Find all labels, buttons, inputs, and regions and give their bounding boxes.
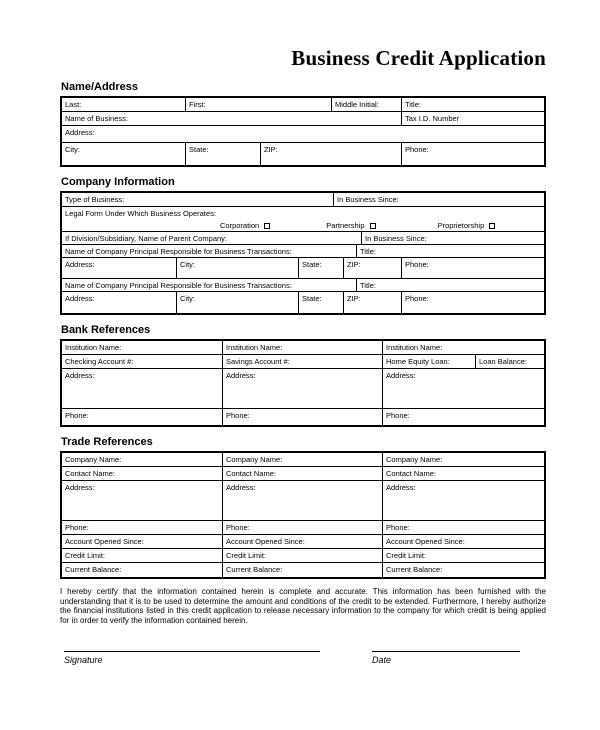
field-legal-form xyxy=(62,207,544,231)
field-phone: Phone: xyxy=(62,409,223,425)
table-row xyxy=(62,207,544,232)
field-contact-name: Contact Name: xyxy=(62,467,223,480)
legal-form-label: Legal Form Under Which Business Operates: xyxy=(65,209,216,218)
field-savings-account: Savings Account #: xyxy=(223,355,383,368)
section-heading-bank-references: Bank References xyxy=(61,324,151,336)
field-address: Address: xyxy=(62,292,177,313)
field-zip: ZIP: xyxy=(344,258,402,278)
option-corporation xyxy=(220,221,270,230)
field-first: First: xyxy=(186,98,332,111)
table-row xyxy=(62,279,544,292)
field-current-balance: Current Balance: xyxy=(223,563,383,577)
field-address: Address: xyxy=(386,371,416,380)
table-row xyxy=(62,245,544,258)
table-row xyxy=(62,453,544,467)
corporation-checkbox[interactable] xyxy=(264,223,270,229)
company-information-table xyxy=(60,191,546,315)
field-company-name: Company Name: xyxy=(62,453,223,466)
field-zip: ZIP: xyxy=(344,292,402,313)
field-principal-name: Name of Company Principal Responsible for Business Transactions: xyxy=(62,245,357,257)
option-partnership xyxy=(326,221,375,230)
partnership-checkbox[interactable] xyxy=(370,223,376,229)
field-address: Address: xyxy=(223,369,383,408)
name-address-table xyxy=(60,96,546,167)
field-institution-name: Institution Name: xyxy=(223,341,383,354)
field-phone: Phone: xyxy=(223,409,383,425)
table-row xyxy=(62,409,544,425)
field-company-name: Company Name: xyxy=(223,453,383,466)
field-checking-account: Checking Account #: xyxy=(62,355,223,368)
table-row xyxy=(62,369,544,409)
field-name-of-business: Name of Business: xyxy=(62,112,402,125)
field-principal-title: Title: xyxy=(360,247,376,256)
table-row xyxy=(62,258,544,279)
table-row xyxy=(62,467,544,481)
field-home-equity-loan: Home Equity Loan: xyxy=(383,355,476,368)
certification-text: I hereby certify that the information contained herein is complete and accurate. This information has been furnished with the understanding that it is to be used to determine the amount and conditions of the credit to be extended. Furthermore, I hereby authorize the financial institutions listed in this credit application to release necessary information to the company for which credit is being applied for in order to verify the information contained herein. xyxy=(60,587,546,625)
field-address: Address: xyxy=(62,369,223,408)
field-contact-name: Contact Name: xyxy=(386,469,437,478)
field-state: State: xyxy=(186,143,261,165)
field-principal-name: Name of Company Principal Responsible for Business Transactions: xyxy=(62,279,357,291)
table-row xyxy=(62,355,544,369)
field-credit-limit: Credit Limit: xyxy=(223,549,383,562)
field-current-balance: Current Balance: xyxy=(62,563,223,577)
field-middle-initial: Middle Initial: xyxy=(332,98,402,111)
signature-section xyxy=(60,651,546,665)
field-parent-company: If Division/Subsidiary, Name of Parent Company: xyxy=(62,232,362,244)
table-row xyxy=(62,535,544,549)
field-current-balance: Current Balance: xyxy=(386,565,443,574)
field-tax-id-number: Tax I.D. Number xyxy=(405,114,460,123)
field-title: Title: xyxy=(405,100,421,109)
field-contact-name: Contact Name: xyxy=(223,467,383,480)
field-phone: Phone: xyxy=(405,145,429,154)
table-row xyxy=(62,341,544,355)
field-address: Address: xyxy=(62,481,223,520)
section-heading-trade-references: Trade References xyxy=(61,436,153,448)
field-address: Address: xyxy=(65,128,95,137)
table-row xyxy=(62,232,544,245)
field-credit-limit: Credit Limit: xyxy=(62,549,223,562)
field-loan-balance: Loan Balance: xyxy=(479,357,527,366)
corporation-label: Corporation xyxy=(220,221,260,230)
field-last: Last: xyxy=(62,98,186,111)
field-company-name: Company Name: xyxy=(386,455,443,464)
table-row xyxy=(62,521,544,535)
table-row xyxy=(62,112,544,126)
signature-label: Signature xyxy=(64,655,103,665)
field-state: State: xyxy=(299,258,344,278)
date-line xyxy=(372,651,520,652)
proprietorship-checkbox[interactable] xyxy=(489,223,495,229)
field-account-opened-since: Account Opened Since: xyxy=(62,535,223,548)
field-phone: Phone: xyxy=(405,294,429,303)
date-block xyxy=(372,651,520,665)
page-title: Business Credit Application xyxy=(291,46,546,70)
table-row xyxy=(62,292,544,313)
option-proprietorship xyxy=(438,221,496,230)
field-account-opened-since: Account Opened Since: xyxy=(223,535,383,548)
table-row xyxy=(62,98,544,112)
trade-references-table xyxy=(60,451,546,579)
section-heading-company-information: Company Information xyxy=(61,176,175,188)
field-type-of-business: Type of Business: xyxy=(62,193,334,206)
field-city: City: xyxy=(62,143,186,165)
section-heading-name-address: Name/Address xyxy=(61,81,139,93)
field-in-business-since: In Business Since: xyxy=(365,234,427,243)
table-row xyxy=(62,481,544,521)
signature-block xyxy=(64,651,320,665)
date-label: Date xyxy=(372,655,392,665)
field-account-opened-since: Account Opened Since: xyxy=(386,537,465,546)
field-phone: Phone: xyxy=(405,260,429,269)
table-row xyxy=(62,563,544,577)
field-address: Address: xyxy=(223,481,383,520)
field-principal-title: Title: xyxy=(360,281,376,290)
field-phone: Phone: xyxy=(223,521,383,534)
table-row xyxy=(62,549,544,563)
field-in-business-since: In Business Since: xyxy=(337,195,399,204)
field-city: City: xyxy=(177,258,299,278)
bank-references-table xyxy=(60,339,546,427)
field-city: City: xyxy=(177,292,299,313)
field-phone: Phone: xyxy=(386,523,410,532)
field-address: Address: xyxy=(62,258,177,278)
table-row xyxy=(62,143,544,165)
partnership-label: Partnership xyxy=(326,221,365,230)
legal-form-options xyxy=(65,221,541,230)
field-phone: Phone: xyxy=(386,411,410,420)
proprietorship-label: Proprietorship xyxy=(437,221,485,230)
field-address: Address: xyxy=(386,483,416,492)
field-phone: Phone: xyxy=(62,521,223,534)
field-institution-name: Institution Name: xyxy=(386,343,443,352)
field-state: State: xyxy=(299,292,344,313)
field-zip: ZIP: xyxy=(261,143,402,165)
signature-line xyxy=(64,651,320,652)
field-credit-limit: Credit Limit: xyxy=(386,551,427,560)
table-row xyxy=(62,193,544,207)
field-institution-name: Institution Name: xyxy=(62,341,223,354)
table-row xyxy=(62,126,544,143)
